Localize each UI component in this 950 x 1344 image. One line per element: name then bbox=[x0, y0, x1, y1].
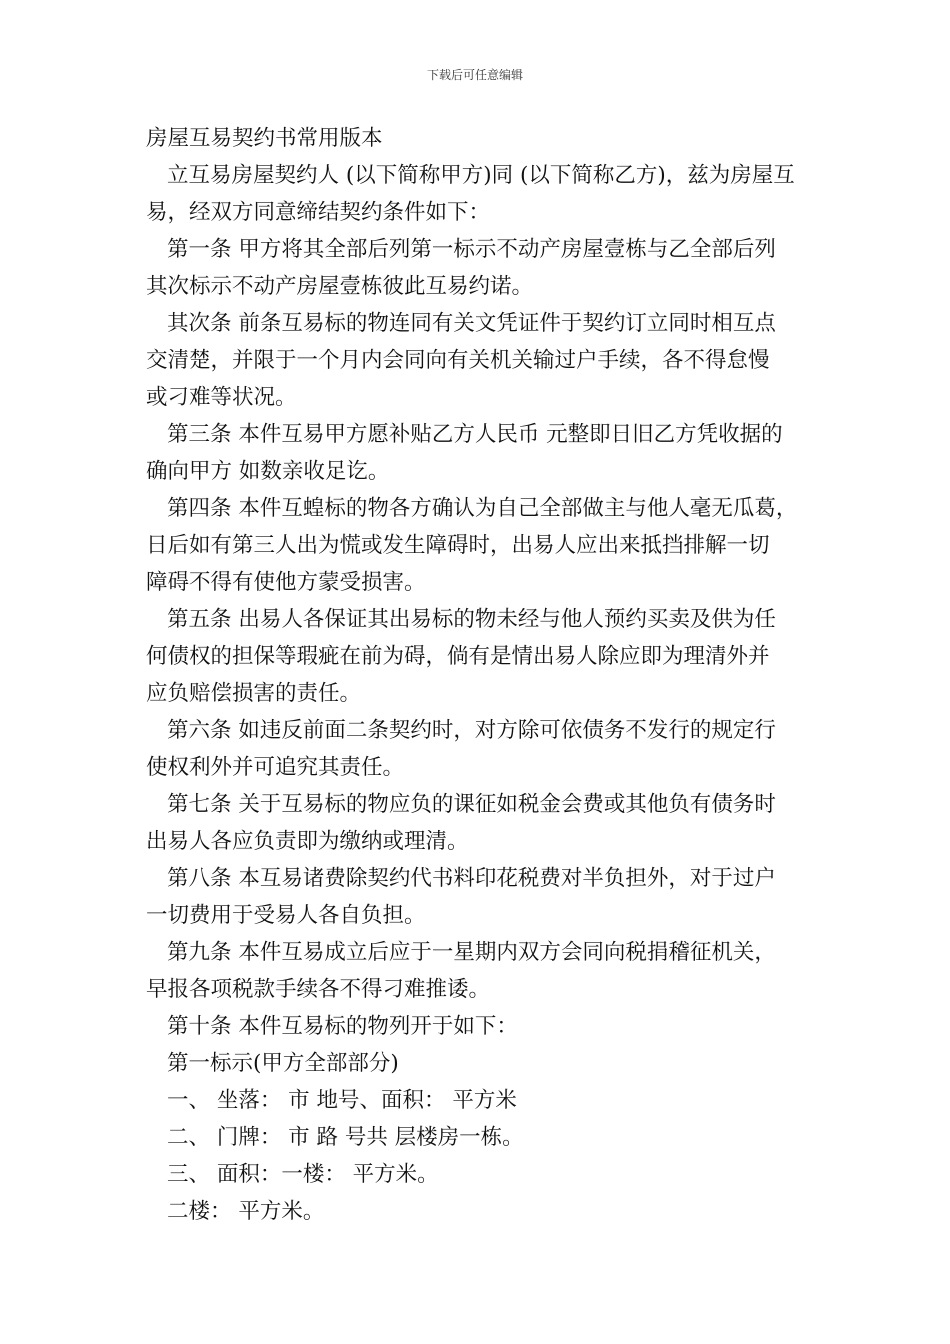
text-line: 日后如有第三人出为慌或发生障碍时，出易人应出来抵挡排解一切 bbox=[146, 533, 770, 558]
text-line: 第八条 本互易诸费除契约代书料印花税费对半负担外，对于过户 bbox=[167, 866, 776, 891]
text-line: 第六条 如违反前面二条契约时，对方除可依债务不发行的规定行 bbox=[167, 718, 776, 743]
document-paragraphs bbox=[146, 157, 811, 1230]
text-line: 第五条 出易人各保证其出易标的物未经与他人预约买卖及供为任 bbox=[167, 607, 776, 632]
page-header-note: 下载后可任意编辑 bbox=[426, 68, 523, 82]
text-line: 或刁难等状况。 bbox=[146, 385, 297, 410]
text-line: 第一条 甲方将其全部后列第一标示不动产房屋壹栋与乙全部后列 bbox=[167, 237, 776, 262]
text-line: 何债权的担保等瑕疵在前为碍，倘有是情出易人除应即为理清外并 bbox=[146, 644, 770, 669]
text-line: 其次条 前条互易标的物连同有关文凭证件于契约订立同时相互点 bbox=[167, 311, 776, 336]
text-line: 第一标示(甲方全部部分) bbox=[167, 1051, 399, 1076]
text-line: 使权利外并可追究其责任。 bbox=[146, 755, 405, 780]
text-line: 确向甲方 如数亲收足讫。 bbox=[146, 459, 390, 484]
text-line: 三、 面积：一楼： 平方米。 bbox=[167, 1162, 439, 1187]
text-line: 二楼： 平方米。 bbox=[167, 1199, 325, 1224]
text-line: 一、 坐落： 市 地号、面积： 平方米 bbox=[167, 1088, 517, 1113]
text-line: 立互易房屋契约人 (以下简称甲方)同 (以下简称乙方)，兹为房屋互 bbox=[167, 163, 795, 188]
document-title: 房屋互易契约书常用版本 bbox=[146, 126, 383, 151]
text-line: 早报各项税款手续各不得刁难推诿。 bbox=[146, 977, 491, 1002]
text-line: 应负赔偿损害的责任。 bbox=[146, 681, 362, 706]
text-line: 第十条 本件互易标的物列开于如下： bbox=[167, 1014, 518, 1039]
text-line: 其次标示不动产房屋壹栋彼此互易约诺。 bbox=[146, 274, 534, 299]
text-line: 第七条 关于互易标的物应负的课征如税金会费或其他负有债务时 bbox=[167, 792, 776, 817]
text-line: 一切费用于受易人各自负担。 bbox=[146, 903, 426, 928]
document-body bbox=[146, 120, 811, 1230]
text-line: 障碍不得有使他方蒙受损害。 bbox=[146, 570, 426, 595]
text-line: 二、 门牌： 市 路 号共 层楼房一栋。 bbox=[167, 1125, 524, 1150]
text-line: 第四条 本件互蝗标的物各方确认为自己全部做主与他人毫无瓜葛， bbox=[167, 496, 798, 521]
text-line: 第九条 本件互易成立后应于一星期内双方会同向税捐稽征机关， bbox=[167, 940, 776, 965]
text-line: 出易人各应负责即为缴纳或理清。 bbox=[146, 829, 469, 854]
text-line: 易，经双方同意缔结契约条件如下： bbox=[146, 200, 491, 225]
text-line: 第三条 本件互易甲方愿补贴乙方人民币 元整即日旧乙方凭收据的 bbox=[167, 422, 783, 447]
text-line: 交清楚，并限于一个月内会同向有关机关输过户手续，各不得怠慢 bbox=[146, 348, 770, 373]
